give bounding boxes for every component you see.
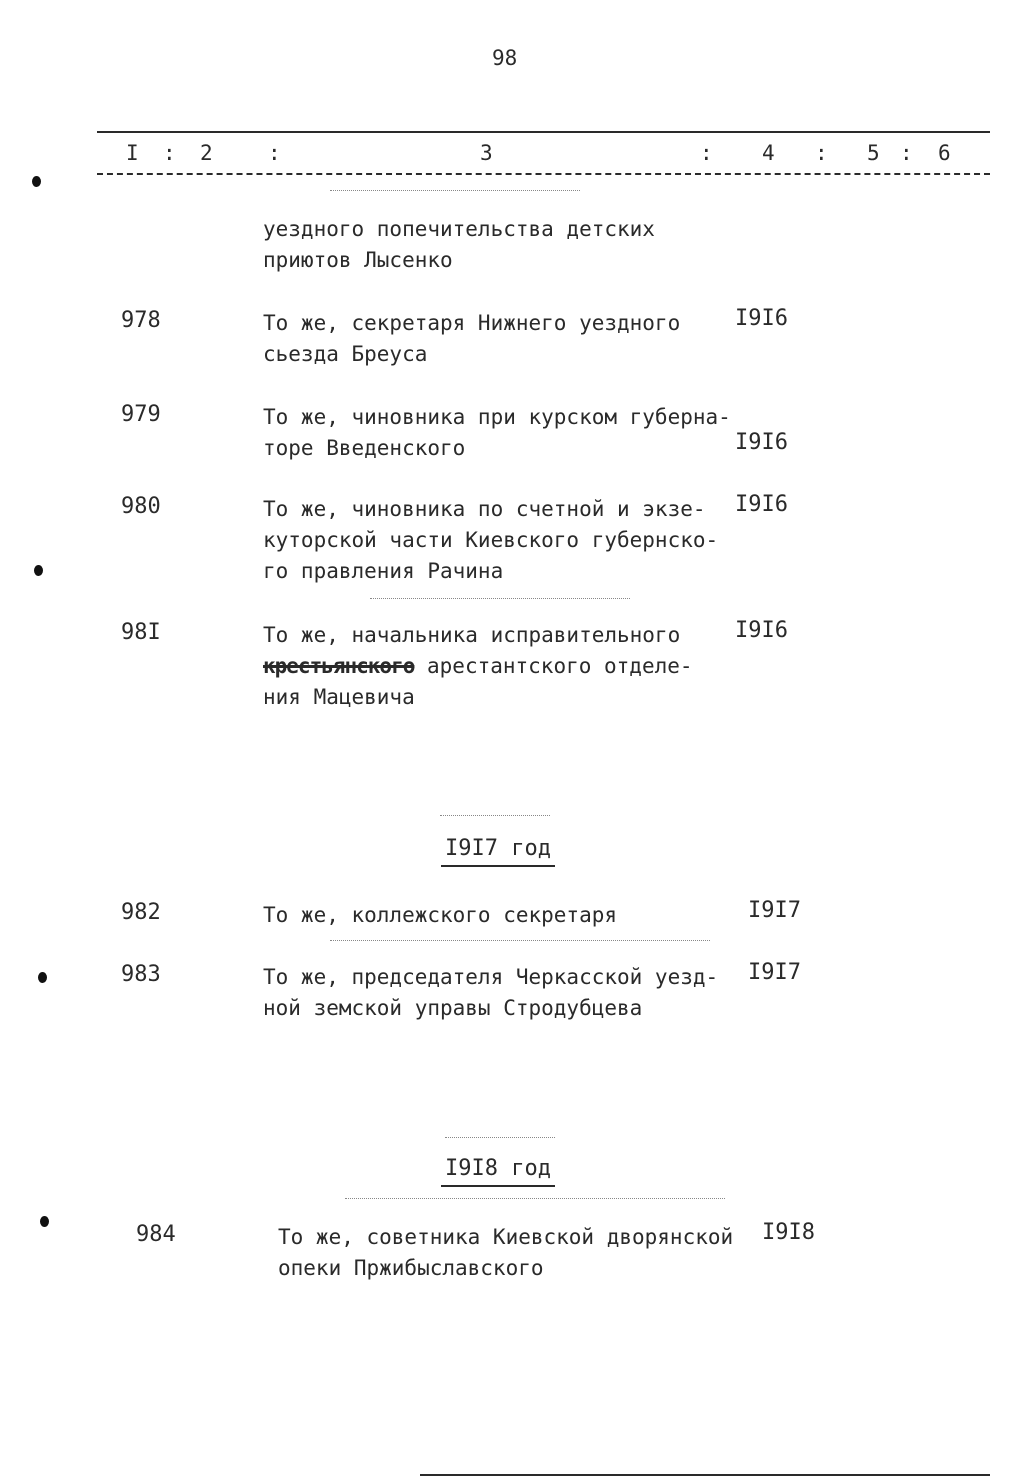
header-top-rule — [97, 131, 990, 133]
scan-artifact — [330, 940, 710, 942]
binder-hole-mark — [32, 176, 41, 187]
binder-hole-mark — [38, 972, 47, 983]
entry-year-979: I9I6 — [735, 430, 788, 455]
scan-artifact — [330, 190, 580, 192]
header-bottom-rule — [97, 173, 990, 175]
entry-number-982: 982 — [121, 900, 161, 925]
column-header-2: 2 — [200, 141, 213, 165]
description-line: То же, председателя Черкасской уезд- — [263, 965, 719, 989]
description-line: То же, чиновника при курском губерна- — [263, 405, 731, 429]
column-header-3: 3 — [480, 141, 493, 165]
column-separator: : — [700, 141, 713, 165]
entry-number-979: 979 — [121, 402, 161, 427]
entry-description-983 — [263, 962, 718, 1024]
entry-description-984 — [278, 1222, 733, 1284]
description-line — [263, 651, 693, 682]
entry-year-982: I9I7 — [748, 898, 801, 923]
description-line: торе Введенского — [263, 436, 466, 460]
column-separator: : — [268, 141, 281, 165]
entry-number-980: 980 — [121, 494, 161, 519]
entry-year-984: I9I8 — [762, 1220, 815, 1245]
struck-word: крестьянского — [263, 654, 415, 678]
description-line: опеки Пржибыславского — [278, 1256, 544, 1280]
description-line: То же, чиновника по счетной и экзе- — [263, 497, 706, 521]
description-line: уездного попечительства детских — [263, 217, 655, 241]
entry-description-978 — [263, 308, 680, 370]
entry-year-981: I9I6 — [735, 618, 788, 643]
description-line: приютов Лысенко — [263, 248, 453, 272]
page-bottom-edge — [420, 1474, 990, 1476]
entry-description-982 — [263, 900, 617, 931]
scan-artifact — [370, 598, 630, 600]
binder-hole-mark — [34, 565, 43, 576]
scan-artifact — [445, 1137, 555, 1139]
page-number: 98 — [492, 46, 518, 70]
description-line: То же, советника Киевской дворянской — [278, 1225, 734, 1249]
description-line: То же, начальника исправительного — [263, 623, 681, 647]
column-separator: : — [900, 141, 913, 165]
column-header-6: 6 — [938, 141, 951, 165]
entry-continuation-description — [263, 214, 655, 276]
column-header-4: 4 — [762, 141, 775, 165]
description-line: сьезда Бреуса — [263, 342, 428, 366]
description-line: То же, секретаря Нижнего уездного — [263, 311, 681, 335]
entry-number-978: 978 — [121, 308, 161, 333]
description-line: То же, коллежского секретаря — [263, 903, 618, 927]
column-separator: : — [163, 141, 176, 165]
description-line: ной земской управы Стродубцева — [263, 996, 643, 1020]
column-header-1: I — [126, 141, 139, 165]
section-title-1918 — [441, 1156, 555, 1181]
entry-year-980: I9I6 — [735, 492, 788, 517]
entry-description-981 — [263, 620, 693, 713]
description-line: куторской части Киевского губернско- — [263, 528, 719, 552]
section-title-1917 — [441, 836, 555, 861]
entry-number-981: 98I — [121, 620, 161, 645]
description-line-rest: арестантского отделе- — [414, 654, 693, 678]
column-header-5: 5 — [867, 141, 880, 165]
entry-number-983: 983 — [121, 962, 161, 987]
column-separator: : — [815, 141, 828, 165]
scan-artifact — [440, 815, 550, 817]
scan-artifact — [345, 1198, 725, 1200]
description-line: ния Мацевича — [263, 685, 415, 709]
entry-number-984: 984 — [136, 1222, 176, 1247]
entry-description-979 — [263, 402, 731, 464]
entry-year-978: I9I6 — [735, 306, 788, 331]
section-title-underline — [441, 865, 555, 867]
section-title-text: I9I7 год — [445, 836, 551, 861]
binder-hole-mark — [40, 1216, 49, 1227]
section-title-underline — [441, 1185, 555, 1187]
description-line: го правления Рачина — [263, 559, 504, 583]
entry-description-980 — [263, 494, 718, 587]
entry-year-983: I9I7 — [748, 960, 801, 985]
section-title-text: I9I8 год — [445, 1156, 551, 1181]
